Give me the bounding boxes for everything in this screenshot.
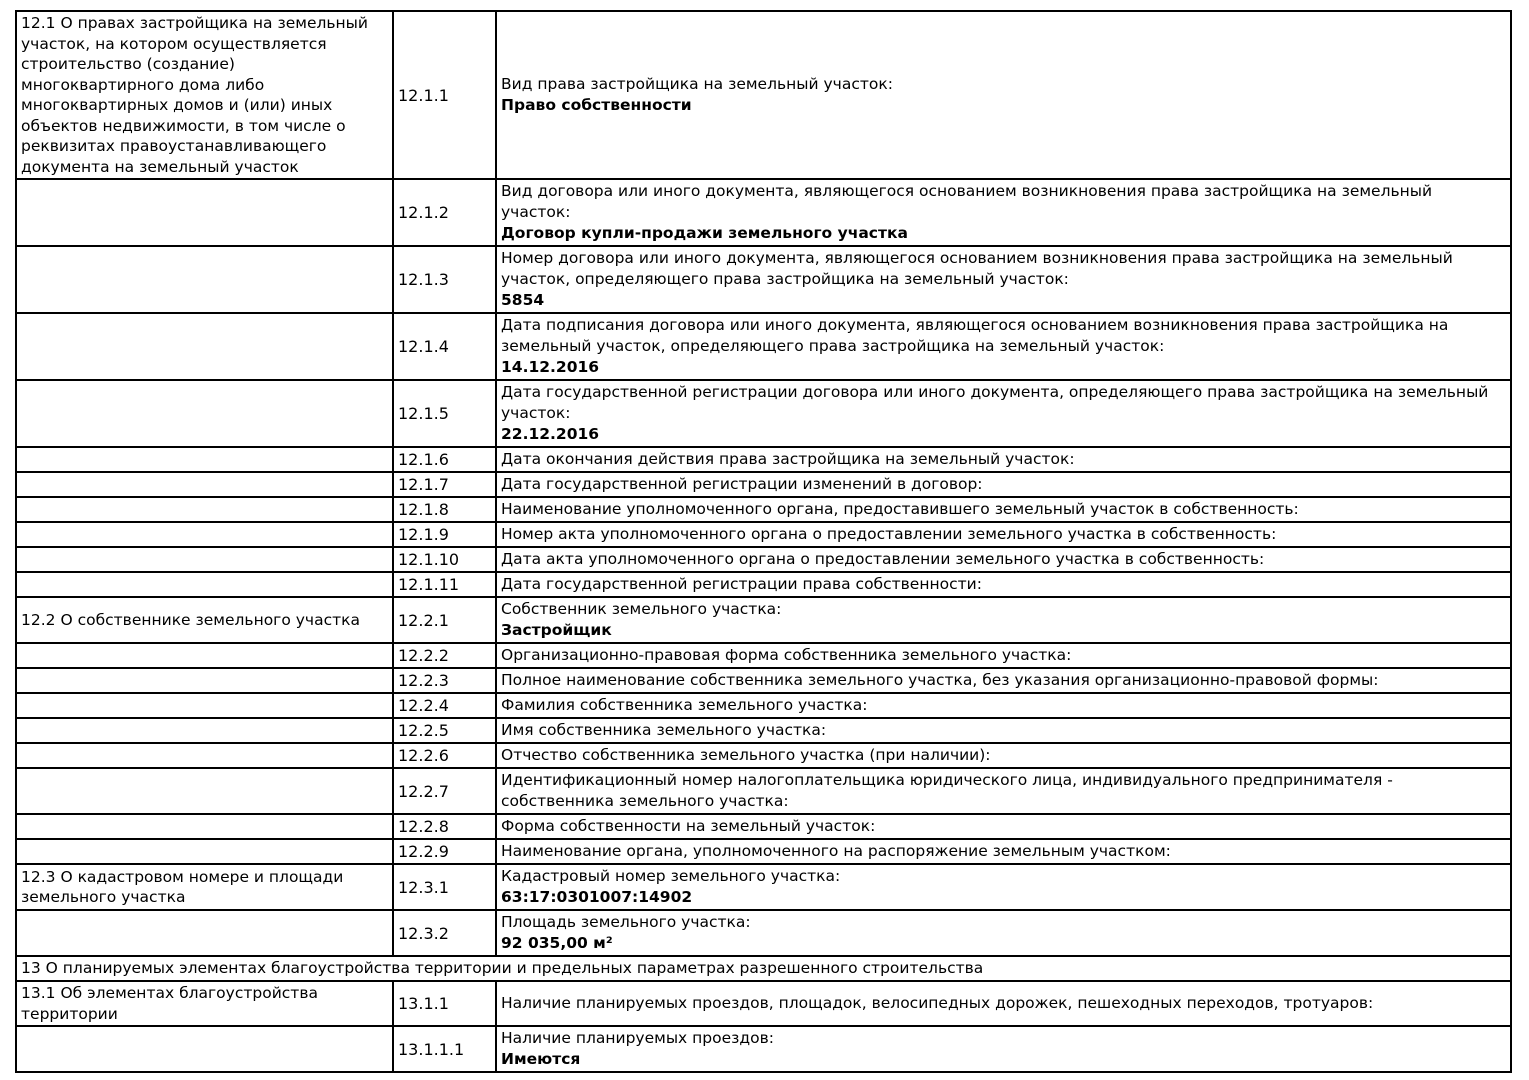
item-value: 14.12.2016 — [501, 358, 600, 376]
section-description-cell — [16, 643, 393, 668]
item-label: Кадастровый номер земельного участка: — [501, 867, 841, 885]
item-number-cell: 12.2.5 — [393, 718, 496, 743]
item-content-cell — [496, 11, 1511, 179]
item-value: 22.12.2016 — [501, 425, 600, 443]
item-value: 92 035,00 м² — [501, 934, 613, 952]
section-description-cell — [16, 768, 393, 814]
table-row — [16, 547, 1511, 572]
item-content-cell — [496, 864, 1511, 910]
item-label: Площадь земельного участка: — [501, 913, 751, 931]
item-content-cell — [496, 547, 1511, 572]
item-content-cell — [496, 643, 1511, 668]
item-content-cell — [496, 981, 1511, 1026]
item-label: Дата окончания действия права застройщика на земельный участок: — [501, 450, 1075, 468]
item-number-cell: 12.1.9 — [393, 522, 496, 547]
table-row — [16, 864, 1511, 910]
item-number-cell: 12.3.1 — [393, 864, 496, 910]
item-content-cell — [496, 839, 1511, 864]
item-number-cell: 12.2.4 — [393, 693, 496, 718]
section-description-cell — [16, 693, 393, 718]
table-row — [16, 768, 1511, 814]
item-content-cell — [496, 768, 1511, 814]
item-label: Наименование уполномоченного органа, предоставившего земельный участок в собственность: — [501, 500, 1299, 518]
table-row — [16, 1026, 1511, 1072]
table-row — [16, 981, 1511, 1026]
section-description-cell — [16, 246, 393, 313]
item-value: Имеются — [501, 1050, 581, 1068]
table-row — [16, 497, 1511, 522]
item-content-cell — [496, 572, 1511, 597]
item-content-cell — [496, 522, 1511, 547]
item-label: Собственник земельного участка: — [501, 600, 782, 618]
table-row — [16, 910, 1511, 956]
item-label: Наименование органа, уполномоченного на распоряжение земельным участком: — [501, 842, 1171, 860]
table-row — [16, 246, 1511, 313]
section-description-cell — [16, 743, 393, 768]
item-content-cell — [496, 718, 1511, 743]
item-number-cell: 12.2.1 — [393, 597, 496, 643]
table-row — [16, 956, 1511, 981]
item-number-cell: 12.1.6 — [393, 447, 496, 472]
table-row — [16, 313, 1511, 380]
item-content-cell — [496, 814, 1511, 839]
item-content-cell — [496, 743, 1511, 768]
item-number-cell: 12.1.8 — [393, 497, 496, 522]
table-row — [16, 380, 1511, 447]
table-row — [16, 718, 1511, 743]
section-description-cell: 12.1 О правах застройщика на земельный участок, на котором осуществляется строительство (создание) многоквартирного дома либо многоквартирных домов и (или) иных объектов недвижимости, в том числе о реквизитах правоустанавливающего документа на земельный участок — [16, 11, 393, 179]
item-number-cell: 13.1.1.1 — [393, 1026, 496, 1072]
table-row — [16, 597, 1511, 643]
item-number-cell: 12.1.4 — [393, 313, 496, 380]
item-label: Имя собственника земельного участка: — [501, 721, 827, 739]
item-label: Вид права застройщика на земельный участок: — [501, 75, 893, 93]
section-description-cell: 12.2 О собственнике земельного участка — [16, 597, 393, 643]
item-label: Идентификационный номер налогоплательщика юридического лица, индивидуального предпринимателя - собственника земельного участка: — [501, 771, 1393, 810]
section-description-cell — [16, 814, 393, 839]
declaration-table-body — [16, 11, 1511, 1072]
section-description-cell — [16, 380, 393, 447]
item-content-cell — [496, 447, 1511, 472]
item-number-cell: 12.1.11 — [393, 572, 496, 597]
item-label: Наличие планируемых проездов: — [501, 1029, 774, 1047]
table-row — [16, 643, 1511, 668]
item-content-cell — [496, 497, 1511, 522]
item-number-cell: 12.1.5 — [393, 380, 496, 447]
item-label: Дата подписания договора или иного документа, являющегося основанием возникновения права застройщика на земельный участок, определяющего права застройщика на земельный участок: — [501, 316, 1449, 355]
item-value: Договор купли-продажи земельного участка — [501, 224, 908, 242]
section-description-cell: 13.1 Об элементах благоустройства территории — [16, 981, 393, 1026]
item-content-cell — [496, 380, 1511, 447]
item-number-cell: 12.2.7 — [393, 768, 496, 814]
item-label: Фамилия собственника земельного участка: — [501, 696, 868, 714]
table-row — [16, 814, 1511, 839]
section-description-cell — [16, 313, 393, 380]
item-label: Номер акта уполномоченного органа о предоставлении земельного участка в собственность: — [501, 525, 1277, 543]
item-content-cell — [496, 668, 1511, 693]
table-row — [16, 743, 1511, 768]
item-number-cell: 12.2.8 — [393, 814, 496, 839]
item-content-cell — [496, 179, 1511, 246]
item-number-cell: 12.1.1 — [393, 11, 496, 179]
item-number-cell: 12.2.2 — [393, 643, 496, 668]
item-content-cell — [496, 597, 1511, 643]
section-description-cell — [16, 718, 393, 743]
item-number-cell: 12.1.3 — [393, 246, 496, 313]
section-description-cell — [16, 447, 393, 472]
table-row — [16, 472, 1511, 497]
item-number-cell: 13.1.1 — [393, 981, 496, 1026]
section-description-cell — [16, 179, 393, 246]
section-description-cell — [16, 572, 393, 597]
table-row — [16, 693, 1511, 718]
section-description-cell — [16, 668, 393, 693]
item-number-cell: 12.3.2 — [393, 910, 496, 956]
item-content-cell — [496, 472, 1511, 497]
item-content-cell — [496, 246, 1511, 313]
section-description-cell — [16, 497, 393, 522]
item-content-cell — [496, 313, 1511, 380]
declaration-table — [15, 10, 1512, 1073]
section-description-cell — [16, 472, 393, 497]
section-description-cell — [16, 547, 393, 572]
item-label: Дата акта уполномоченного органа о предоставлении земельного участка в собственность: — [501, 550, 1265, 568]
item-number-cell: 12.2.6 — [393, 743, 496, 768]
item-number-cell: 12.2.3 — [393, 668, 496, 693]
item-number-cell: 12.1.7 — [393, 472, 496, 497]
item-number-cell: 12.1.2 — [393, 179, 496, 246]
item-number-cell: 12.2.9 — [393, 839, 496, 864]
table-row — [16, 447, 1511, 472]
item-number-cell: 12.1.10 — [393, 547, 496, 572]
section-description-cell: 12.3 О кадастровом номере и площади земельного участка — [16, 864, 393, 910]
section-description-cell — [16, 522, 393, 547]
item-label: Дата государственной регистрации права собственности: — [501, 575, 982, 593]
section-description-cell — [16, 839, 393, 864]
item-label: Дата государственной регистрации договора или иного документа, определяющего права застройщика на земельный участок: — [501, 383, 1489, 422]
item-label: Номер договора или иного документа, являющегося основанием возникновения права застройщика на земельный участок, определяющего права застройщика на земельный участок: — [501, 249, 1453, 288]
section-description-cell — [16, 910, 393, 956]
item-value: 5854 — [501, 291, 545, 309]
table-row — [16, 522, 1511, 547]
section-header-cell: 13 О планируемых элементах благоустройства территории и предельных параметрах разрешенного строительства — [16, 956, 1511, 981]
item-content-cell — [496, 693, 1511, 718]
item-value: 63:17:0301007:14902 — [501, 888, 693, 906]
table-row — [16, 179, 1511, 246]
item-value: Право собственности — [501, 96, 692, 114]
item-content-cell — [496, 910, 1511, 956]
item-label: Дата государственной регистрации изменений в договор: — [501, 475, 983, 493]
table-row — [16, 668, 1511, 693]
section-description-cell — [16, 1026, 393, 1072]
table-row — [16, 11, 1511, 179]
item-label: Отчество собственника земельного участка (при наличии): — [501, 746, 991, 764]
item-label: Вид договора или иного документа, являющегося основанием возникновения права застройщика на земельный участок: — [501, 182, 1433, 221]
table-row — [16, 839, 1511, 864]
item-label: Полное наименование собственника земельного участка, без указания организационно-правовой формы: — [501, 671, 1379, 689]
item-content-cell — [496, 1026, 1511, 1072]
item-label: Организационно-правовая форма собственника земельного участка: — [501, 646, 1072, 664]
item-label: Наличие планируемых проездов, площадок, велосипедных дорожек, пешеходных переходов, тротуаров: — [501, 994, 1374, 1012]
item-value: Застройщик — [501, 621, 612, 639]
item-label: Форма собственности на земельный участок: — [501, 817, 876, 835]
table-row — [16, 572, 1511, 597]
